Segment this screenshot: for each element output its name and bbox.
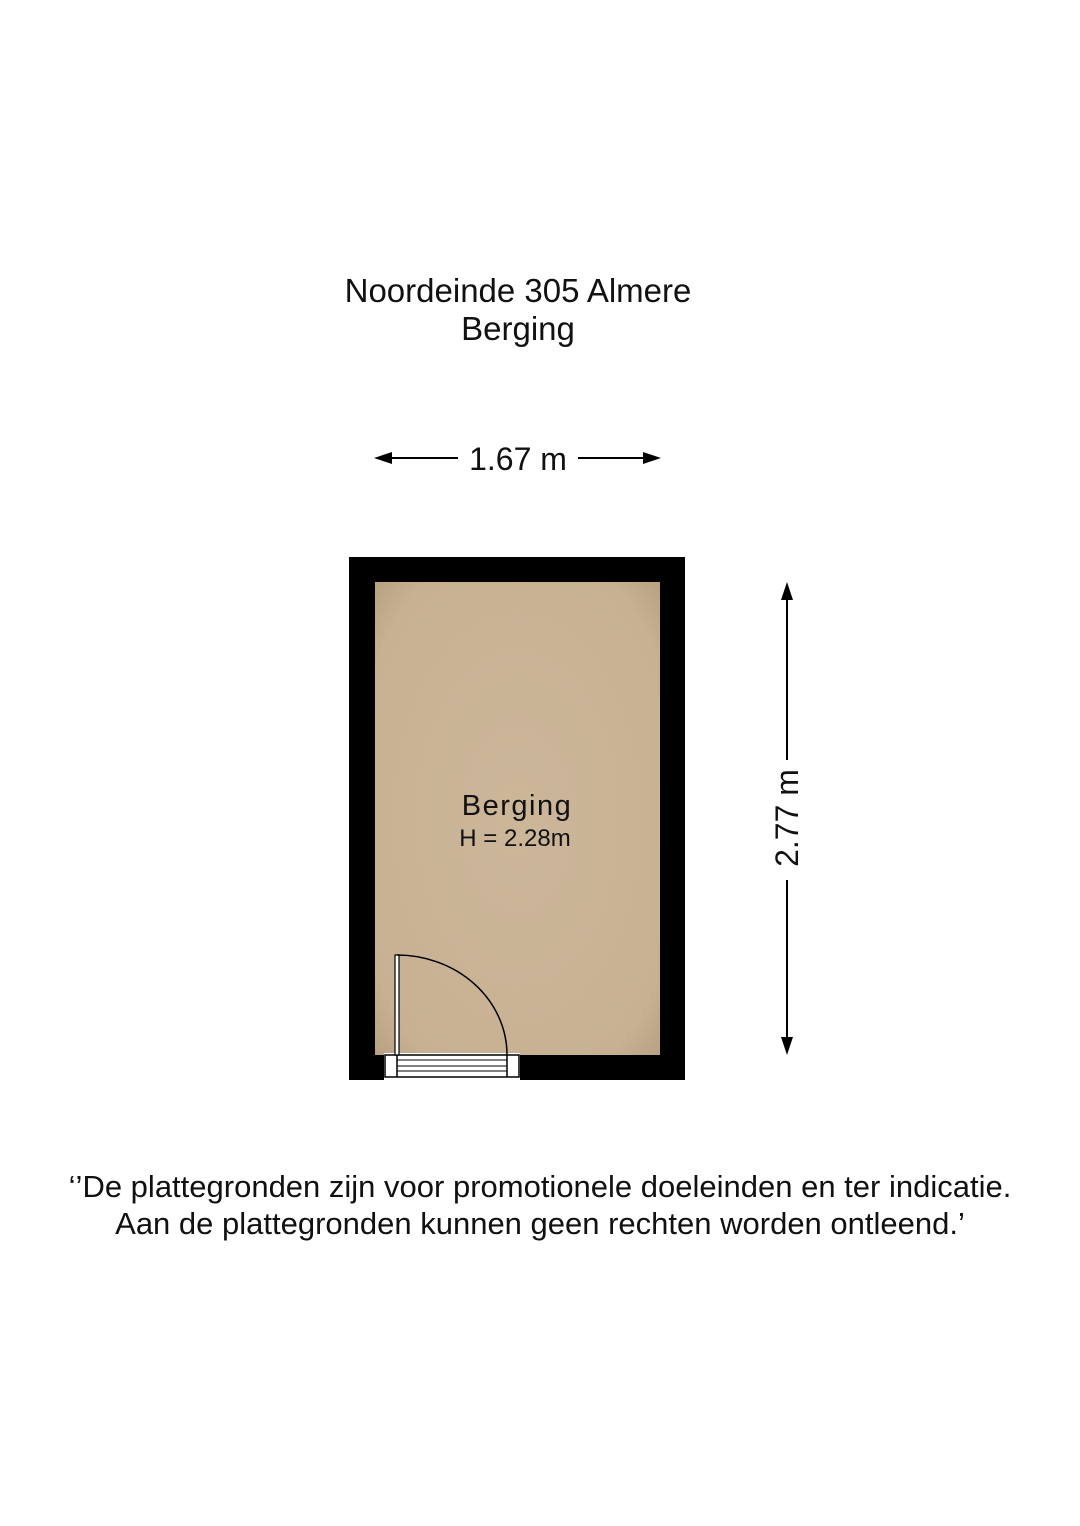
disclaimer <box>0 1168 1080 1242</box>
width-dimension <box>374 441 661 477</box>
depth-dimension <box>769 582 805 1055</box>
address-title: Noordeinde 305 Almere <box>344 272 692 309</box>
door-leaf <box>395 955 399 1055</box>
room-height: H = 2.28m <box>459 825 571 852</box>
disclaimer-line-2: Aan de plattegronden kunnen geen rechten worden ontleend.’ <box>115 1206 965 1241</box>
arrow-right-icon <box>643 452 661 464</box>
arrow-up-icon <box>781 582 793 600</box>
arrow-left-icon <box>374 452 392 464</box>
arrow-down-icon <box>781 1037 793 1055</box>
disclaimer-line-1: ‘’De plattegronden zijn voor promotionele doeleinden en ter indicatie. <box>68 1169 1012 1204</box>
floor-title: Berging <box>461 310 575 347</box>
width-label: 1.67 m <box>469 441 567 477</box>
room-name: Berging <box>461 790 573 822</box>
depth-label: 2.77 m <box>769 769 805 867</box>
